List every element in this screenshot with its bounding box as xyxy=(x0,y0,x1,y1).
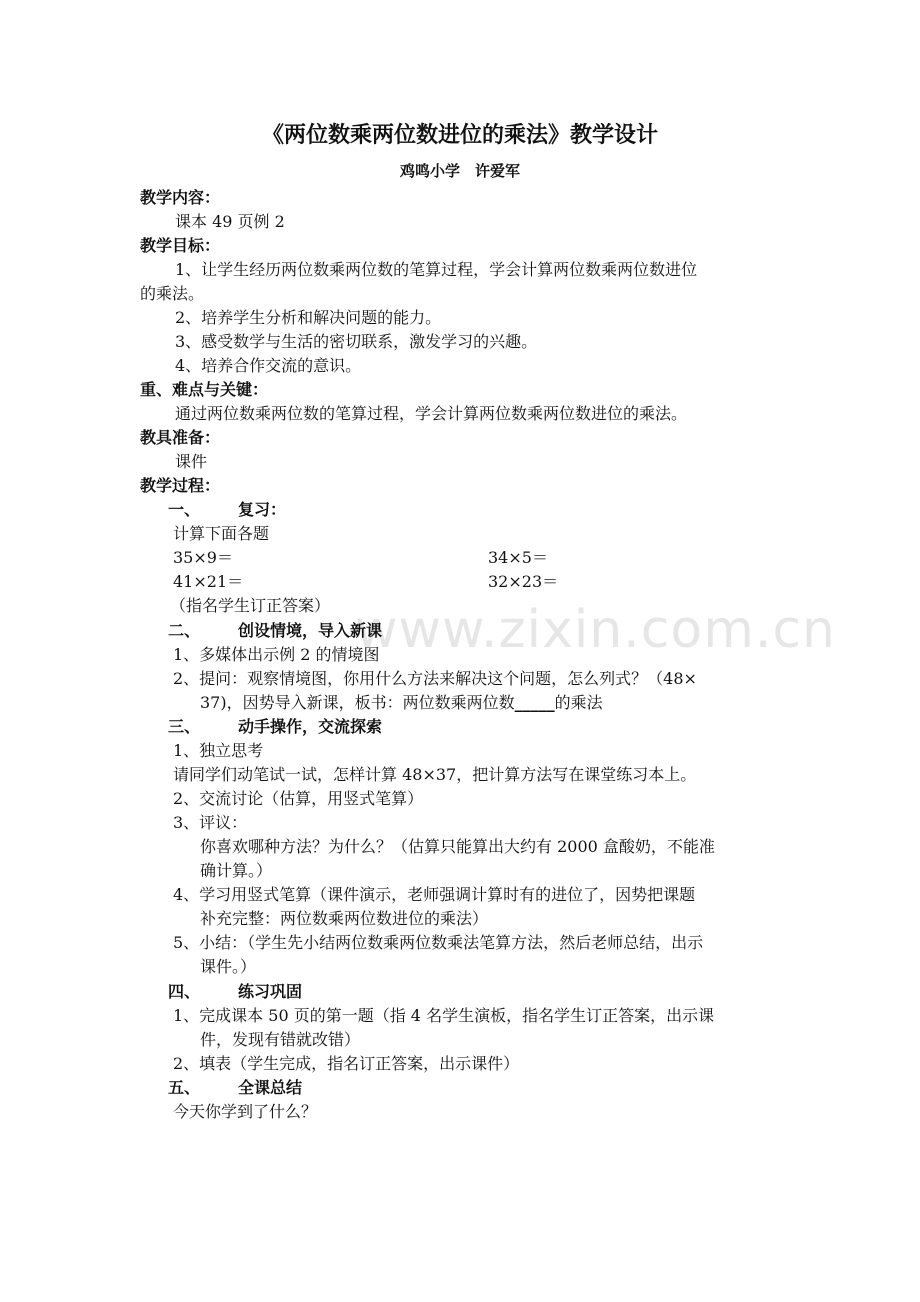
section-2-item-1: 1、多媒体出示例 2 的情境图 xyxy=(173,645,380,664)
section-3-item-4-line-1: 4、学习用竖式笔算（课件演示，老师强调计算时有的进位了，因势把课题 xyxy=(173,885,696,904)
section-2-number: 二、 xyxy=(168,621,201,640)
item-2-text-after-blank: 的乘法 xyxy=(554,693,603,712)
section-2-title: 创设情境，导入新课 xyxy=(238,621,383,640)
review-question-4: 32×23＝ xyxy=(488,572,559,591)
key-points-text: 通过两位数乘两位数的笔算过程，学会计算两位数乘两位数进位的乘法。 xyxy=(175,404,688,423)
section-2-item-2-line-2 xyxy=(200,692,603,714)
tools-text: 课件 xyxy=(175,452,208,471)
content-text: 课本 49 页例 2 xyxy=(175,212,285,231)
section-3-item-3-line-2: 确计算。） xyxy=(200,861,273,880)
section-4-item-2: 2、填表（学生完成，指名订正答案，出示课件） xyxy=(173,1054,520,1073)
heading-process: 教学过程： xyxy=(140,476,221,495)
review-question-2: 34×5＝ xyxy=(488,548,548,567)
section-3-item-1-text: 请同学们动笔试一试，怎样计算 48×37，把计算方法写在课堂练习本上。 xyxy=(173,765,697,784)
document-title: 《两位数乘两位数进位的乘法》教学设计 xyxy=(261,123,658,148)
section-5-title: 全课总结 xyxy=(238,1078,303,1097)
section-3-item-3-line-1: 你喜欢哪种方法？为什么？（估算只能算出大约有 2000 盒酸奶，不能准 xyxy=(200,837,715,856)
section-5-text: 今天你学到了什么？ xyxy=(173,1102,318,1121)
section-3-item-1: 1、独立思考 xyxy=(173,741,264,760)
section-5-number: 五、 xyxy=(168,1078,201,1097)
goal-1-line-1: 1、让学生经历两位数乘两位数的笔算过程，学会计算两位数乘两位数进位 xyxy=(175,260,698,279)
section-1-intro: 计算下面各题 xyxy=(173,524,270,543)
section-1-title: 复习： xyxy=(238,500,287,519)
section-3-item-5-line-2: 课件。） xyxy=(200,957,257,976)
section-3-item-4-line-2: 补充完整：两位数乘两位数进位的乘法） xyxy=(200,909,489,928)
goal-4: 4、培养合作交流的意识。 xyxy=(175,356,362,375)
section-1-number: 一、 xyxy=(168,500,201,519)
goal-3: 3、感受数学与生活的密切联系，激发学习的兴趣。 xyxy=(175,332,538,351)
fill-in-blank: _____ xyxy=(514,693,555,712)
section-4-item-1-line-1: 1、完成课本 50 页的第一题（指 4 名学生演板，指名学生订正答案，出示课 xyxy=(173,1006,715,1025)
author-line: 鸡鸣小学 许爱军 xyxy=(399,162,520,180)
section-3-item-3: 3、评议： xyxy=(173,813,248,832)
heading-content: 教学内容： xyxy=(140,188,221,207)
section-3-title: 动手操作，交流探索 xyxy=(238,717,383,736)
section-3-item-2: 2、交流讨论（估算，用竖式笔算） xyxy=(173,789,424,808)
review-question-3: 41×21＝ xyxy=(173,572,244,591)
section-4-item-1-line-2: 件，发现有错就改错） xyxy=(200,1030,361,1049)
section-4-number: 四、 xyxy=(168,982,201,1001)
goal-2: 2、培养学生分析和解决问题的能力。 xyxy=(175,308,442,327)
section-3-item-5-line-1: 5、小结：（学生先小结两位数乘两位数乘法笔算方法，然后老师总结，出示 xyxy=(173,933,704,952)
heading-tools: 教具准备： xyxy=(140,428,221,447)
section-2-item-2-line-1: 2、提问：观察情境图，你用什么方法来解决这个问题，怎么列式？（48× xyxy=(173,669,697,688)
heading-goals: 教学目标： xyxy=(140,236,221,255)
review-question-1: 35×9＝ xyxy=(173,548,233,567)
goal-1-line-2: 的乘法。 xyxy=(140,284,205,303)
section-4-title: 练习巩固 xyxy=(238,982,303,1001)
watermark: www.zixin.com.cn xyxy=(355,600,836,660)
section-1-note: （指名学生订正答案） xyxy=(170,596,331,615)
item-2-text-before-blank: 37)，因势导入新课，板书：两位数乘两位数 xyxy=(200,693,515,712)
heading-key-points: 重、难点与关键： xyxy=(140,380,269,399)
section-3-number: 三、 xyxy=(168,717,201,736)
